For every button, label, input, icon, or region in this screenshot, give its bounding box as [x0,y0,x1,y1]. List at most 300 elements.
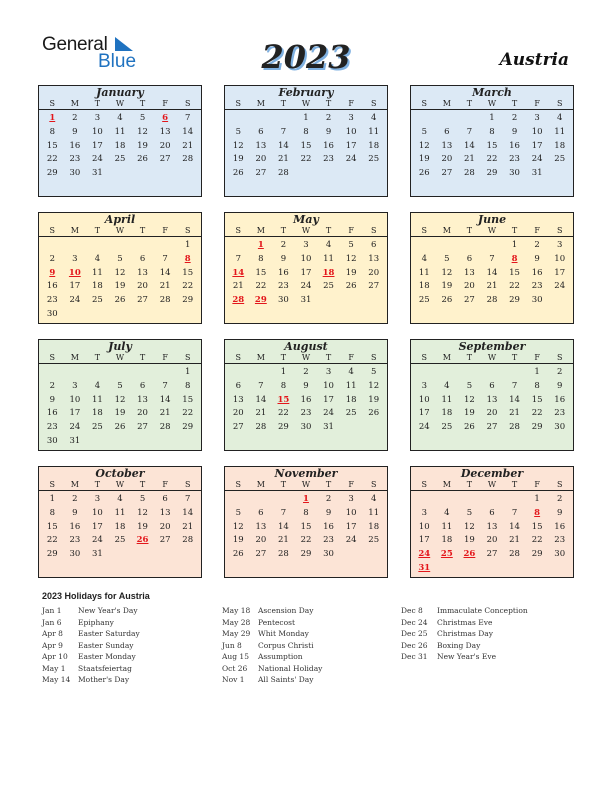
day-cell: 29 [182,422,194,433]
year-title: 2023 [261,38,351,76]
holiday-date: Jan 1 [42,606,62,615]
day-cell: 6 [444,126,450,137]
weekday-label: S [421,99,428,108]
day-cell: 14 [509,394,520,405]
day-cell: 14 [278,140,289,151]
day-cell: 5 [421,126,427,137]
day-cell: 12 [137,126,148,137]
day-cell: 20 [159,140,171,151]
day-cell: 24 [554,281,566,292]
day-cell: 18 [368,521,380,532]
month-name: November [274,467,338,480]
day-cell: 28 [486,295,498,306]
weekday-label: S [421,353,428,362]
weekday-label: T [511,480,518,489]
day-cell: 24 [345,154,357,165]
day-cell: 26 [232,168,244,179]
day-cell: 23 [300,408,312,419]
weekday-label: W [301,99,311,108]
holiday-date: Apr 9 [42,640,63,650]
day-cell: 17 [418,535,430,546]
holiday-date: Oct 26 [222,663,248,673]
day-cell: 5 [235,126,241,137]
day-cell: 1 [511,240,518,250]
day-cell: 5 [117,253,123,264]
day-cell: 23 [509,154,520,165]
holiday-date: May 18 [222,606,251,615]
day-cell: 10 [554,253,566,264]
holiday-row [222,663,322,675]
day-cell: 9 [511,126,518,137]
day-cell: 2 [556,367,563,377]
day-cell: 3 [556,240,563,250]
day-cell: 31 [92,549,103,560]
day-cell: 26 [464,422,475,433]
logo-blue-text: Blue [98,51,137,72]
day-cell: 27 [464,295,475,306]
day-cell: 14 [486,267,498,278]
day-cell: 19 [114,281,126,292]
day-cell: 24 [531,154,543,165]
day-grid [411,110,573,181]
day-cell: 25 [368,154,380,165]
day-cell: 16 [278,267,289,278]
weekday-label: F [162,480,168,489]
day-cell: 1 [489,113,495,123]
weekday-label: S [184,99,191,108]
month-name: June [477,213,507,226]
holiday-day-cell: 8 [534,507,541,518]
weekday-label: W [487,226,497,235]
day-cell: 8 [184,380,191,391]
day-cell: 6 [139,380,146,391]
weekday-label: S [421,480,428,489]
day-cell: 9 [556,380,563,391]
month-name: May [293,213,319,226]
day-cell: 24 [69,295,81,306]
day-grid [225,491,387,562]
day-cell: 28 [159,422,171,433]
weekday-label: M [70,480,79,489]
empty-cell [458,366,481,380]
day-cell: 19 [137,521,148,532]
day-cell: 3 [421,380,427,391]
day-grid [225,364,387,435]
month-name: December [460,467,524,480]
day-cell: 29 [486,168,498,179]
day-cell: 13 [159,126,171,137]
day-cell: 24 [300,281,312,292]
day-cell: 3 [421,507,427,518]
day-cell: 23 [46,295,58,306]
day-cell: 8 [280,380,287,391]
day-grid [225,237,387,308]
weekday-label: S [235,480,242,489]
day-cell: 11 [418,267,430,278]
day-cell: 21 [255,408,267,419]
day-grid [39,364,201,449]
day-cell: 7 [258,380,264,391]
day-cell: 1 [303,113,309,123]
day-cell: 29 [46,549,58,560]
day-cell: 24 [323,408,334,419]
empty-cell [436,366,459,380]
day-cell: 12 [441,267,453,278]
holiday-row [42,651,140,663]
day-cell: 17 [69,408,81,419]
weekday-label: S [184,480,191,489]
day-cell: 10 [92,507,103,518]
day-cell: 26 [345,281,357,292]
day-cell: 7 [511,507,518,518]
day-cell: 29 [531,549,543,560]
day-cell: 7 [235,253,241,264]
empty-cell [413,366,436,380]
empty-cell [154,366,177,380]
day-cell: 10 [418,394,430,405]
empty-cell [458,493,481,507]
day-cell: 17 [92,521,103,532]
day-cell: 16 [323,140,334,151]
day-cell: 8 [303,507,309,518]
holiday-row [401,617,528,629]
weekday-label: W [487,480,497,489]
day-cell: 2 [556,494,563,504]
month-march [410,85,574,197]
day-cell: 4 [325,240,332,250]
day-cell: 19 [137,140,148,151]
day-cell: 30 [300,422,312,433]
day-cell: 10 [92,126,103,137]
day-cell: 30 [278,295,289,306]
day-cell: 21 [182,140,194,151]
day-cell: 15 [300,521,312,532]
weekday-label: T [139,99,146,108]
day-cell: 6 [139,253,146,264]
day-grid [225,110,387,181]
day-cell: 4 [444,507,450,518]
day-grid [39,237,201,322]
day-cell: 19 [464,535,475,546]
day-cell: 31 [323,422,334,433]
day-cell: 17 [300,267,312,278]
holiday-date: Dec 26 [401,640,428,650]
day-cell: 13 [137,267,148,278]
day-cell: 26 [114,295,126,306]
day-cell: 16 [46,408,58,419]
empty-cell [503,366,526,380]
day-cell: 4 [94,253,101,264]
weekday-label: T [280,353,287,362]
day-cell: 7 [280,126,287,137]
day-cell: 21 [486,281,498,292]
day-cell: 26 [441,295,453,306]
empty-cell [413,112,436,126]
weekday-label: T [325,226,332,235]
holiday-row [222,651,322,663]
month-august [224,339,388,451]
holiday-name: Christmas Day [437,629,493,638]
weekday-label: F [534,353,540,362]
day-cell: 16 [46,281,58,292]
holiday-date: Dec 8 [401,606,423,615]
holiday-row [42,617,140,629]
day-cell: 10 [300,253,312,264]
day-cell: 22 [509,281,520,292]
day-cell: 22 [300,535,312,546]
day-cell: 17 [418,408,430,419]
day-cell: 14 [182,126,194,137]
day-cell: 28 [464,168,475,179]
day-cell: 9 [325,507,332,518]
day-cell: 12 [418,140,430,151]
day-cell: 15 [182,267,194,278]
day-cell: 28 [159,295,171,306]
day-cell: 16 [554,521,566,532]
weekday-label: T [511,99,518,108]
holiday-name: Christmas Eve [437,617,493,627]
day-cell: 2 [49,253,55,264]
day-cell: 1 [49,494,55,504]
weekday-label: T [511,353,518,362]
day-cell: 6 [370,240,377,250]
day-cell: 3 [72,380,78,391]
day-cell: 10 [69,394,81,405]
weekday-label: M [442,226,451,235]
day-cell: 11 [92,267,103,278]
day-cell: 27 [232,422,244,433]
weekday-label: W [115,353,125,362]
holiday-name: Boxing Day [437,640,481,650]
holiday-date: May 1 [42,663,66,673]
day-cell: 3 [72,253,78,264]
weekday-label: F [534,226,540,235]
day-cell: 26 [137,154,148,165]
day-cell: 8 [49,507,55,518]
day-cell: 26 [368,408,380,419]
day-grid [411,237,573,308]
weekday-label: T [94,99,101,108]
day-cell: 17 [323,394,334,405]
day-cell: 4 [117,494,123,504]
day-cell: 31 [300,295,312,306]
holiday-name: National Holiday [258,663,323,673]
day-cell: 24 [92,535,103,546]
day-cell: 19 [368,394,380,405]
empty-cell [131,239,154,253]
day-cell: 14 [159,267,171,278]
weekday-label: T [94,480,101,489]
weekday-label: S [49,480,56,489]
holiday-date: Jan 6 [42,617,62,627]
day-cell: 7 [184,494,191,504]
day-cell: 4 [94,380,101,391]
holiday-date: Dec 31 [401,652,428,661]
month-name: October [95,467,145,480]
day-cell: 30 [69,549,81,560]
day-cell: 8 [489,126,495,137]
day-cell: 10 [531,126,543,137]
empty-cell [250,366,273,380]
weekday-label: S [49,99,56,108]
empty-cell [436,493,459,507]
day-cell: 23 [554,535,566,546]
day-cell: 6 [258,126,264,137]
day-cell: 25 [92,422,103,433]
day-cell: 11 [323,253,334,264]
weekday-label: W [301,353,311,362]
holiday-day-cell: 28 [232,295,245,306]
day-cell: 4 [370,113,377,123]
day-cell: 5 [235,507,241,518]
day-cell: 15 [46,521,58,532]
day-cell: 12 [232,140,244,151]
day-cell: 23 [46,422,58,433]
holiday-day-cell: 9 [49,267,56,278]
month-november [224,466,388,578]
day-cell: 20 [368,267,380,278]
weekday-header [411,226,573,237]
day-cell: 13 [232,394,244,405]
month-january [38,85,202,197]
weekday-label: T [466,226,473,235]
day-cell: 28 [182,535,194,546]
day-cell: 9 [556,507,563,518]
day-cell: 22 [46,154,58,165]
day-cell: 27 [255,549,267,560]
weekday-header [225,226,387,237]
day-cell: 24 [69,422,81,433]
day-cell: 12 [232,521,244,532]
day-cell: 28 [509,422,520,433]
day-cell: 31 [92,168,103,179]
day-cell: 4 [444,380,450,391]
day-cell: 8 [534,380,540,391]
day-cell: 20 [486,535,498,546]
empty-cell [481,493,504,507]
holiday-day-cell: 1 [303,494,309,504]
weekday-label: S [421,226,428,235]
day-cell: 13 [486,394,498,405]
day-cell: 25 [418,295,430,306]
day-cell: 22 [255,281,267,292]
month-name: March [472,86,512,99]
day-cell: 27 [137,295,148,306]
weekday-label: S [370,480,377,489]
day-cell: 22 [531,535,543,546]
weekday-label: M [256,480,265,489]
day-cell: 16 [69,521,81,532]
weekday-label: W [115,99,125,108]
holiday-name: Easter Sunday [78,640,134,650]
holiday-row [42,628,140,640]
weekday-header [411,480,573,491]
day-cell: 27 [159,535,171,546]
day-cell: 14 [159,394,171,405]
holiday-row [401,640,528,652]
day-cell: 5 [466,507,473,518]
day-cell: 11 [92,394,103,405]
day-cell: 21 [464,154,475,165]
weekday-header [39,353,201,364]
day-cell: 1 [280,367,287,377]
day-cell: 5 [466,380,473,391]
empty-cell [436,239,459,253]
day-cell: 27 [255,168,267,179]
weekday-label: F [534,99,540,108]
day-cell: 6 [258,507,264,518]
weekday-header [39,226,201,237]
holiday-name: Ascension Day [258,606,314,615]
day-cell: 18 [92,281,103,292]
empty-cell [250,112,273,126]
weekday-header [225,353,387,364]
holiday-day-cell: 14 [232,267,245,278]
day-cell: 2 [280,240,287,250]
day-cell: 14 [255,394,267,405]
weekday-label: W [301,226,311,235]
day-cell: 8 [303,126,309,137]
day-grid [411,364,573,435]
weekday-label: M [256,99,265,108]
day-cell: 11 [114,507,126,518]
day-cell: 4 [117,113,123,123]
day-cell: 2 [325,113,332,123]
holiday-name: Epiphany [78,617,114,627]
holiday-row [42,640,140,652]
day-cell: 23 [554,408,566,419]
day-cell: 5 [370,367,377,377]
day-cell: 20 [159,521,171,532]
day-cell: 6 [489,507,495,518]
day-cell: 17 [531,140,543,151]
empty-cell [109,239,132,253]
day-cell: 11 [441,521,453,532]
weekday-label: S [235,353,242,362]
day-cell: 17 [69,281,81,292]
day-cell: 7 [280,507,287,518]
holiday-date: Apr 8 [42,629,63,638]
day-cell: 25 [368,535,380,546]
weekday-label: M [442,99,451,108]
empty-cell [227,493,250,507]
weekday-label: T [325,480,332,489]
month-name: July [108,340,132,353]
day-cell: 13 [464,267,475,278]
holiday-day-cell: 15 [277,394,290,405]
day-cell: 30 [46,435,58,446]
day-cell: 27 [486,422,498,433]
day-cell: 20 [137,408,148,419]
weekday-label: S [184,353,191,362]
day-cell: 18 [441,535,453,546]
day-cell: 24 [345,535,357,546]
day-cell: 12 [114,394,126,405]
empty-cell [227,239,250,253]
holiday-day-cell: 1 [49,113,56,123]
day-cell: 29 [531,422,543,433]
month-name: April [104,213,136,226]
weekday-label: T [466,353,473,362]
day-cell: 30 [509,168,520,179]
weekday-label: W [487,99,497,108]
day-cell: 3 [348,494,354,504]
weekday-label: S [235,99,242,108]
day-cell: 9 [72,507,78,518]
empty-cell [86,239,109,253]
day-cell: 24 [418,422,430,433]
month-name: September [458,340,526,353]
